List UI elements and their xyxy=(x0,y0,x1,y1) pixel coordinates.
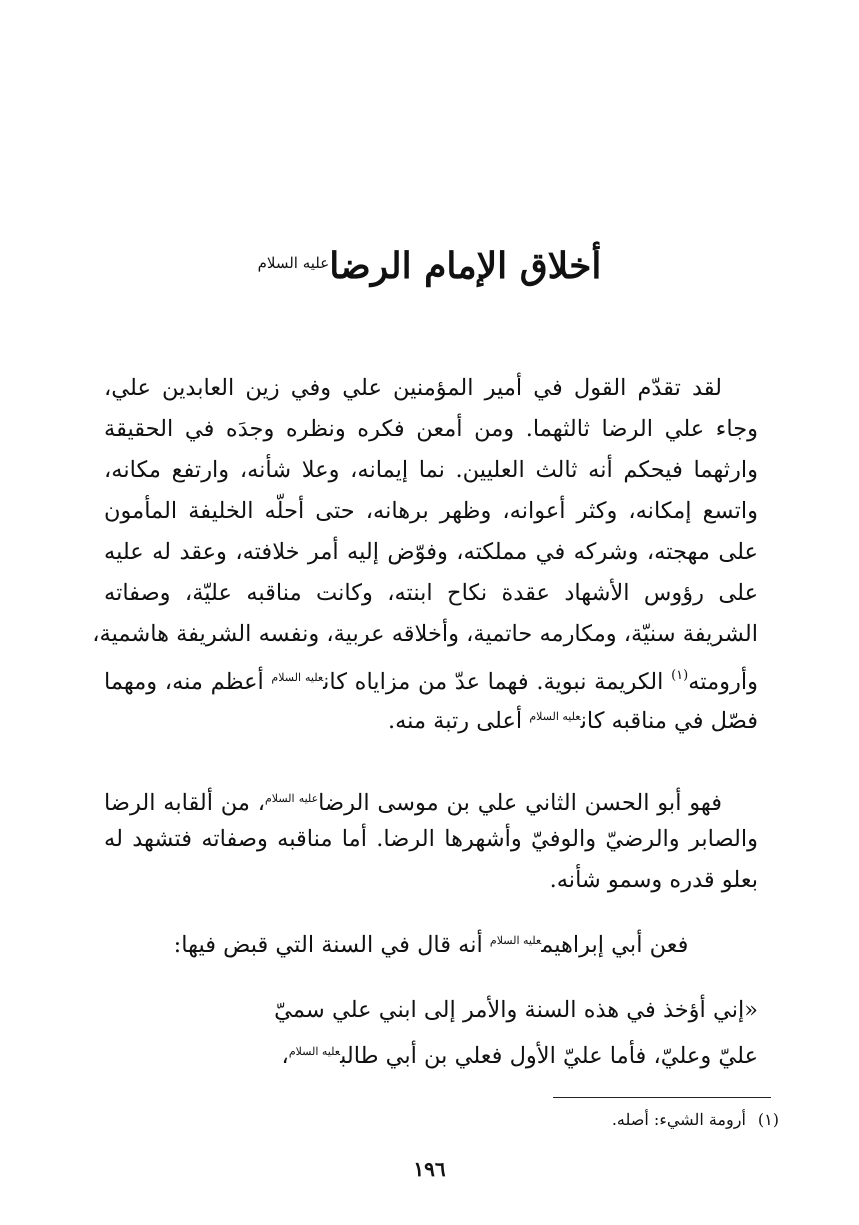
chapter-title xyxy=(0,245,859,287)
text-line xyxy=(104,655,758,696)
quote-block xyxy=(210,990,758,1072)
chapter-title-text: أخلاق الإمام الرضا xyxy=(329,245,602,287)
honorific-mark: عليه السلام xyxy=(489,934,542,947)
text-segment: الكريمة نبوية. فهما عدّ من مزاياه كان xyxy=(323,669,672,695)
text-line xyxy=(210,1031,758,1072)
footnote xyxy=(612,1108,779,1132)
footnote-separator xyxy=(553,1097,771,1098)
text-segment: عليّ وعليّ، فأما عليّ الأول فعلي بن أبي طالب xyxy=(340,1043,758,1069)
text-segment: فهو أبو الحسن الثاني علي بن موسى الرضا xyxy=(318,790,722,816)
footnote-text: أرومة الشيء: أصله. xyxy=(611,1110,746,1129)
text-line xyxy=(104,696,758,737)
text-segment: وأرومته xyxy=(688,669,758,695)
text-segment: أعظم منه، ومهما xyxy=(104,669,272,695)
text-line: «إني أؤخذ في هذه السنة والأمر إلى ابني علي سميّ xyxy=(274,997,758,1023)
text-line: واتسع إمكانه، وكثر أعوانه، وظهر برهانه، حتى أحلّه الخليفة المأمون xyxy=(104,498,758,524)
text-line: الشريفة سنيّة، ومكارمه حاتمية، وأخلاقه عربية، ونفسه الشريفة هاشمية، xyxy=(92,621,758,647)
honorific-mark: عليه السلام xyxy=(288,1045,341,1058)
paragraph-1 xyxy=(92,368,758,737)
page-number: ١٩٦ xyxy=(413,1157,446,1181)
text-segment: ، xyxy=(281,1043,289,1069)
text-segment: أعلى رتبة منه. xyxy=(387,708,530,734)
honorific-mark: عليه السلام xyxy=(529,710,581,723)
text-segment: أنه قال في السنة التي قبض فيها: xyxy=(173,932,490,958)
text-line: على مهجته، وشركه في مملكته، وفوّض إليه أمر خلافته، وعقد له عليه xyxy=(104,539,758,565)
text-line: بعلو قدره وسمو شأنه. xyxy=(549,867,758,893)
text-line xyxy=(104,920,758,961)
text-segment: ، من ألقابه الرضا xyxy=(104,790,265,816)
text-line: على رؤوس الأشهاد عقدة نكاح ابنته، وكانت مناقبه عليّة، وصفاته xyxy=(104,580,758,606)
text-line: وارثهما فيحكم أنه ثالث العليين. نما إيمانه، وعلا شأنه، وارتفع مكانه، xyxy=(104,457,758,483)
paragraph-2 xyxy=(104,778,758,901)
paragraph-3 xyxy=(104,920,758,961)
honorific-mark: عليه السلام xyxy=(264,792,319,805)
text-line: وجاء علي الرضا ثالثهما. ومن أمعن فكره ونظره وجدَه في الحقيقة xyxy=(104,416,758,442)
footnote-number: (١) xyxy=(757,1110,779,1129)
text-line: لقد تقدّم القول في أمير المؤمنين علي وفي زين العابدين علي، xyxy=(104,375,722,401)
honorific-mark: عليه السلام xyxy=(271,671,324,684)
footnote-reference: (١) xyxy=(671,668,689,683)
honorific-mark: عليه السلام xyxy=(257,254,330,272)
text-line xyxy=(104,778,758,819)
text-line: والصابر والرضيّ والوفيّ وأشهرها الرضا. أما مناقبه وصفاته فتشهد له xyxy=(104,826,758,852)
text-segment: فعن أبي إبراهيم xyxy=(541,932,689,958)
text-segment: فصّل في مناقبه كان xyxy=(580,708,758,734)
